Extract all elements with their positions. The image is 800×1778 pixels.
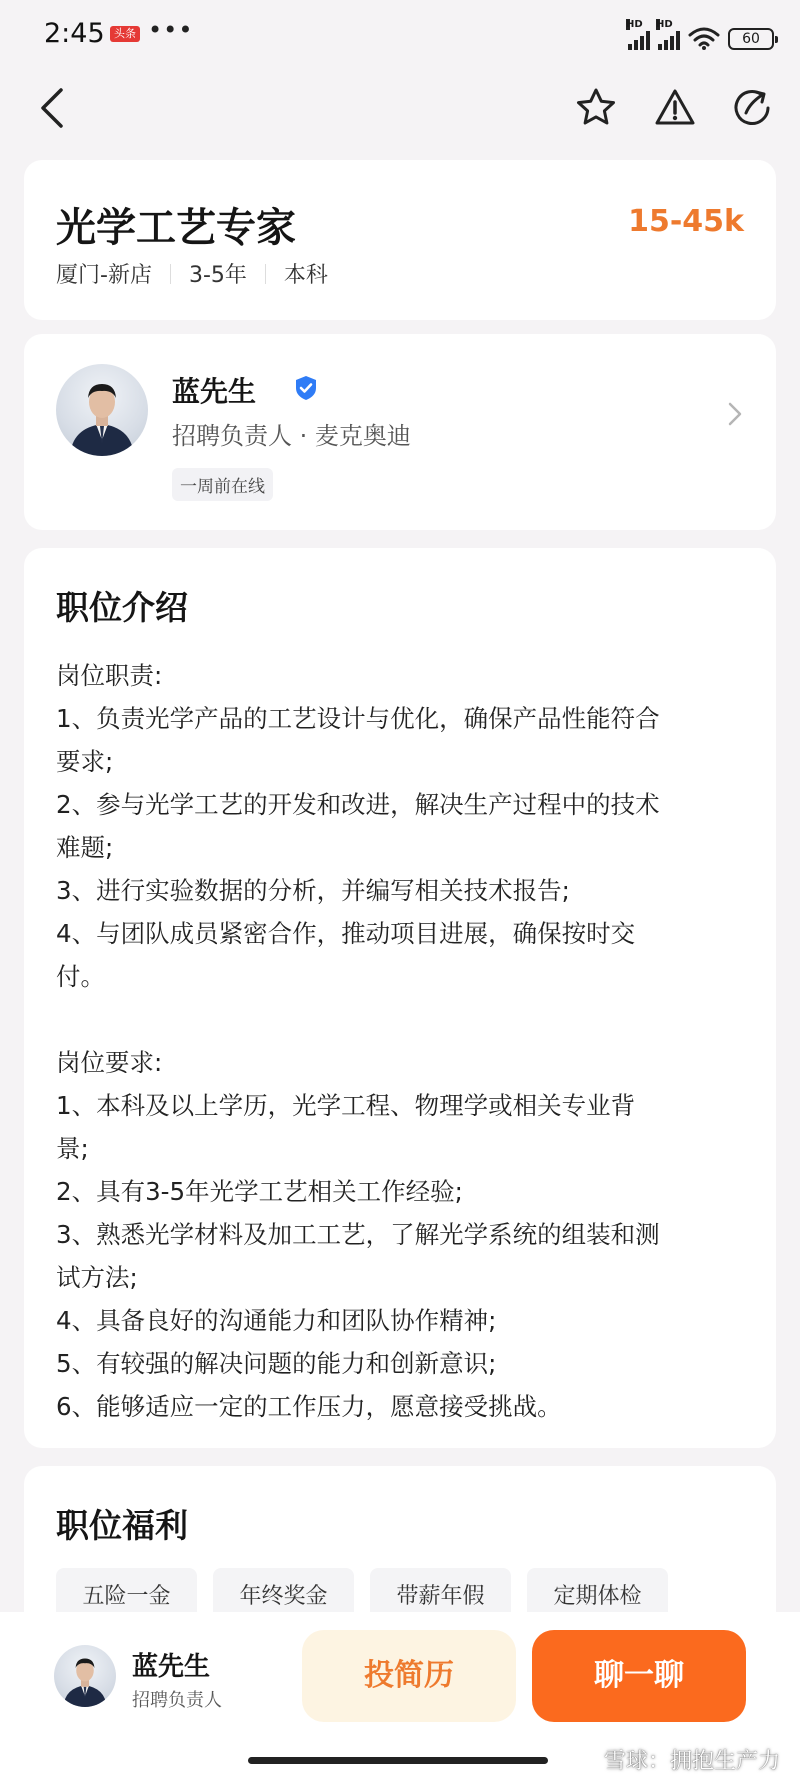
more-notifications-icon: •••	[148, 16, 194, 44]
job-location: 厦门-新店	[56, 263, 152, 288]
description-body	[56, 654, 746, 1428]
hd-label: HD	[626, 19, 643, 30]
description-line: 2、参与光学工艺的开发和改进，解决生产过程中的技术	[56, 790, 660, 819]
description-line: 5、有较强的解决问题的能力和创新意识;	[56, 1349, 497, 1378]
recruiter-avatar[interactable]	[56, 364, 148, 456]
signal-icon	[626, 19, 650, 50]
description-line: 6、能够适应一定的工作压力，愿意接受挑战。	[56, 1392, 562, 1421]
benefits-title: 职位福利	[56, 1506, 188, 1545]
bottom-recruiter-name: 蓝先生	[132, 1652, 211, 1682]
description-line: 难题;	[56, 833, 114, 862]
description-line: 要求;	[56, 747, 114, 776]
status-time: 2:45	[44, 18, 105, 49]
signal-icon-2	[656, 19, 680, 50]
job-experience: 3-5年	[188, 263, 247, 288]
benefit-tag: 定期体检	[527, 1568, 668, 1626]
share-button[interactable]	[722, 78, 782, 138]
watermark-text: 雪球：拥抱生产力	[603, 1749, 780, 1774]
recruiter-name: 蓝先生	[172, 375, 257, 408]
verified-icon	[292, 374, 320, 402]
description-line: 岗位要求:	[56, 1048, 163, 1077]
job-salary: 15-45k	[628, 204, 744, 239]
description-line: 4、与团队成员紧密合作，推动项目进展，确保按时交	[56, 919, 636, 948]
description-line: 景;	[56, 1134, 89, 1163]
nav-bar	[0, 68, 800, 148]
back-button[interactable]	[22, 78, 82, 138]
description-line: 试方法;	[56, 1263, 138, 1292]
job-tags	[56, 258, 328, 289]
description-line: 2、具有3-5年光学工艺相关工作经验;	[56, 1177, 463, 1206]
tag-divider	[265, 264, 266, 284]
recruiter-role: 招聘负责人 · 麦克奥迪	[172, 422, 411, 450]
description-line: 3、熟悉光学材料及加工工艺，了解光学系统的组装和测	[56, 1220, 660, 1249]
snowball-logo-icon	[572, 1747, 598, 1773]
status-bar	[0, 0, 800, 70]
online-status-badge: 一周前在线	[172, 468, 273, 501]
description-title: 职位介绍	[56, 588, 188, 627]
benefit-tag: 五险一金	[56, 1568, 197, 1626]
description-line: 付。	[56, 962, 105, 991]
submit-resume-button[interactable]: 投简历	[302, 1630, 516, 1722]
back-icon	[37, 86, 67, 130]
status-indicators	[628, 20, 774, 50]
home-indicator[interactable]	[248, 1757, 548, 1764]
notification-badge: 头条	[110, 26, 140, 42]
description-line: 4、具备良好的沟通能力和团队协作精神;	[56, 1306, 497, 1335]
warning-icon	[653, 86, 697, 130]
description-line	[56, 998, 746, 1041]
description-line: 岗位职责:	[56, 661, 163, 690]
favorite-button[interactable]	[566, 78, 626, 138]
description-line: 1、负责光学产品的工艺设计与优化，确保产品性能符合	[56, 704, 660, 733]
person-icon	[56, 364, 148, 456]
job-description-card	[24, 548, 776, 1448]
recruiter-card[interactable]	[24, 334, 776, 530]
share-icon	[730, 86, 774, 130]
chevron-right-icon	[726, 400, 744, 428]
battery-icon: 60	[728, 28, 774, 50]
bottom-recruiter-role: 招聘负责人	[132, 1690, 222, 1711]
description-line: 1、本科及以上学历，光学工程、物理学或相关专业背	[56, 1091, 636, 1120]
benefit-tag: 带薪年假	[370, 1568, 511, 1626]
tag-divider	[170, 264, 171, 284]
job-title: 光学工艺专家	[56, 205, 296, 251]
wifi-icon	[688, 26, 720, 50]
star-icon	[574, 86, 618, 130]
job-summary-card	[24, 160, 776, 320]
person-icon	[54, 1645, 116, 1707]
job-education: 本科	[283, 263, 328, 288]
hd-label-2: HD	[656, 19, 673, 30]
report-button[interactable]	[645, 78, 705, 138]
chat-button[interactable]: 聊一聊	[532, 1630, 746, 1722]
description-line: 3、进行实验数据的分析，并编写相关技术报告;	[56, 876, 570, 905]
benefit-tag: 年终奖金	[213, 1568, 354, 1626]
recruiter-avatar-small[interactable]	[54, 1645, 116, 1707]
bottom-action-bar	[0, 1612, 800, 1778]
watermark	[572, 1744, 780, 1775]
